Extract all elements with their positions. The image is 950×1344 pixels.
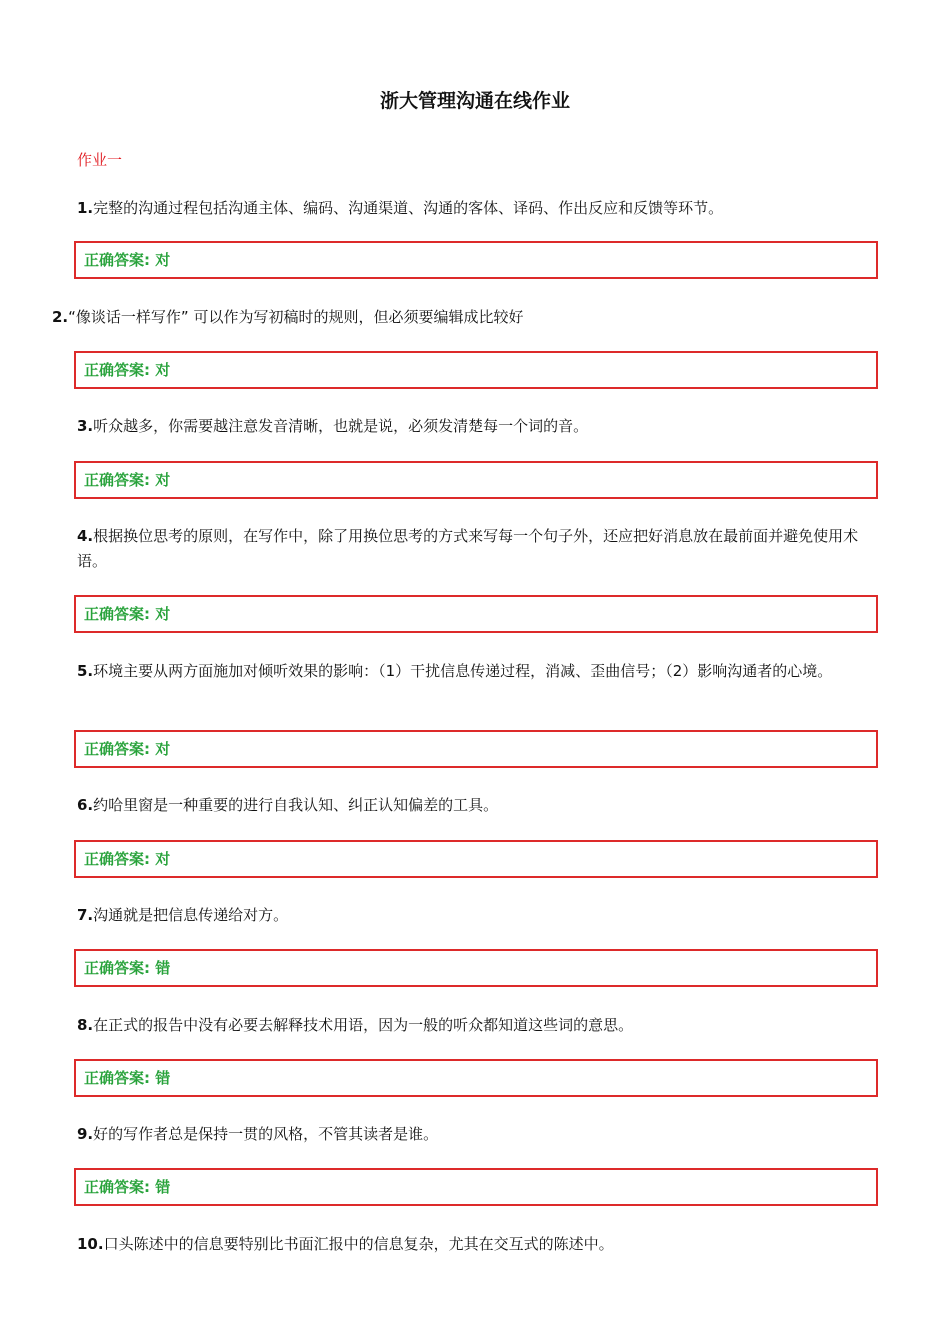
- question-number: 7.: [77, 906, 94, 924]
- question-number: 3.: [77, 417, 94, 435]
- question-number: 2.: [52, 308, 69, 326]
- question-4: [77, 524, 877, 574]
- question-7: [77, 903, 877, 928]
- question-text: 在正式的报告中没有必要去解释技术用语，因为一般的听众都知道这些词的意思。: [93, 1016, 634, 1034]
- answer-box-2: [74, 351, 878, 389]
- answer-box-8: [74, 1059, 878, 1097]
- answer-value: 对: [155, 251, 171, 269]
- answer-value: 错: [155, 1069, 171, 1087]
- question-number: 6.: [77, 796, 94, 814]
- answer-value: 错: [155, 1178, 171, 1196]
- question-text: 沟通就是把信息传递给对方。: [93, 906, 289, 924]
- answer-label: 正确答案:: [84, 1069, 150, 1087]
- answer-value: 对: [155, 361, 171, 379]
- answer-value: 对: [155, 740, 171, 758]
- answer-label: 正确答案:: [84, 361, 150, 379]
- answer-box-7: [74, 949, 878, 987]
- question-text: 听众越多，你需要越注意发音清晰，也就是说，必须发清楚每一个词的音。: [93, 417, 589, 435]
- section-heading: 作业一: [77, 151, 123, 169]
- question-3: [77, 414, 877, 439]
- answer-box-9: [74, 1168, 878, 1206]
- question-5: [77, 659, 877, 684]
- question-text: 约哈里窗是一种重要的进行自我认知、纠正认知偏差的工具。: [93, 796, 499, 814]
- answer-value: 对: [155, 471, 171, 489]
- question-text: 完整的沟通过程包括沟通主体、编码、沟通渠道、沟通的客体、译码、作出反应和反馈等环节。: [93, 199, 724, 217]
- document-title: 浙大管理沟通在线作业: [379, 90, 570, 112]
- answer-value: 对: [155, 605, 171, 623]
- question-6: [77, 793, 877, 818]
- question-number: 9.: [77, 1125, 94, 1143]
- answer-label: 正确答案:: [84, 740, 150, 758]
- question-8: [77, 1013, 877, 1038]
- answer-value: 对: [155, 850, 171, 868]
- question-number: 4.: [77, 527, 94, 545]
- answer-value: 错: [155, 959, 171, 977]
- answer-label: 正确答案:: [84, 251, 150, 269]
- question-text: “像谈话一样写作” 可以作为写初稿时的规则，但必须要编辑成比较好: [68, 308, 524, 326]
- question-text: 好的写作者总是保持一贯的风格，不管其读者是谁。: [93, 1125, 439, 1143]
- answer-label: 正确答案:: [84, 1178, 150, 1196]
- answer-label: 正确答案:: [84, 605, 150, 623]
- question-number: 10.: [77, 1235, 104, 1253]
- question-number: 5.: [77, 662, 94, 680]
- answer-box-6: [74, 840, 878, 878]
- answer-box-5: [74, 730, 878, 768]
- question-number: 8.: [77, 1016, 94, 1034]
- answer-box-4: [74, 595, 878, 633]
- answer-box-3: [74, 461, 878, 499]
- answer-label: 正确答案:: [84, 850, 150, 868]
- answer-box-1: [74, 241, 878, 279]
- question-1: [77, 196, 877, 221]
- question-2: [52, 305, 852, 330]
- question-text: 环境主要从两方面施加对倾听效果的影响：（1）干扰信息传递过程，消减、歪曲信号；（2）影响沟通者的心境。: [93, 662, 833, 680]
- question-text: 根据换位思考的原则，在写作中，除了用换位思考的方式来写每一个句子外，还应把好消息放在最前面并避免使用术语。: [77, 527, 859, 570]
- question-text: 口头陈述中的信息要特别比书面汇报中的信息复杂，尤其在交互式的陈述中。: [103, 1235, 614, 1253]
- answer-label: 正确答案:: [84, 959, 150, 977]
- question-10: [77, 1232, 877, 1257]
- question-number: 1.: [77, 199, 94, 217]
- answer-label: 正确答案:: [84, 471, 150, 489]
- question-9: [77, 1122, 877, 1147]
